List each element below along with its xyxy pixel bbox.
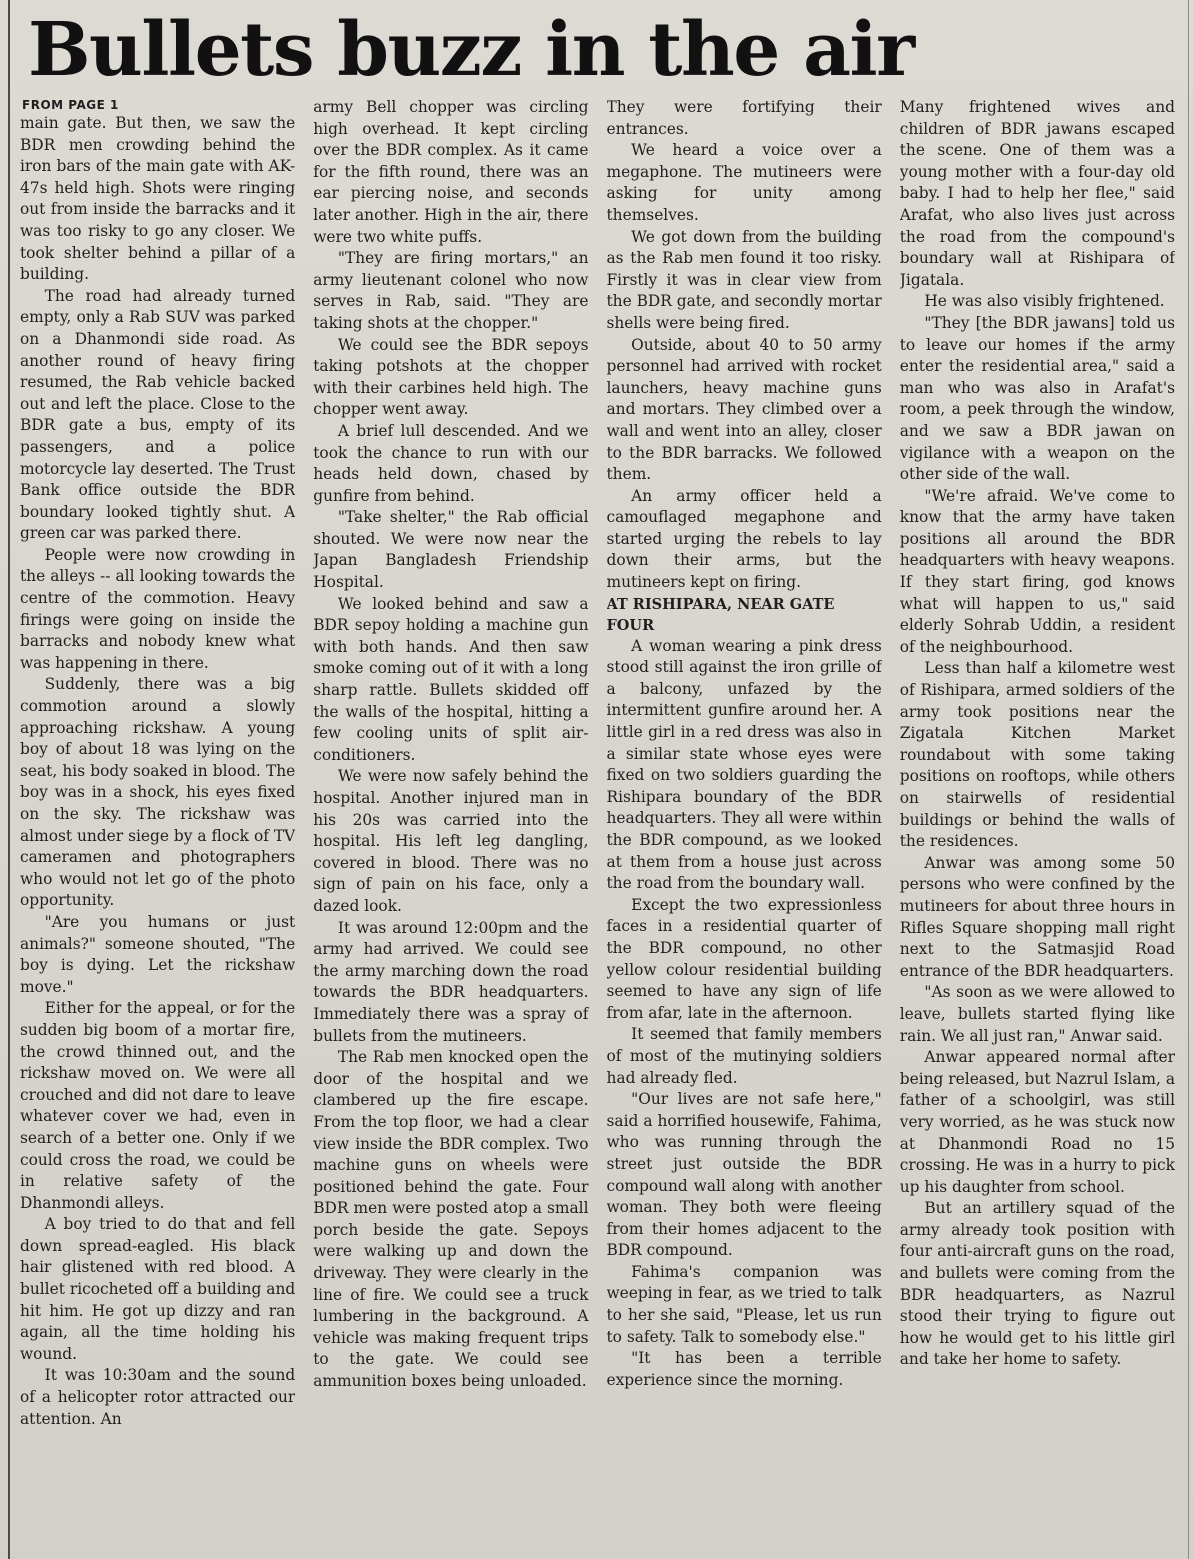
paragraph: It was around 12:00pm and the army had arrived. We could see the army marching down the road towards the BDR headquarters. Immediately there was a spray of bullets from the mutineers. bbox=[313, 918, 589, 1045]
paragraph: We got down from the building as the Rab men found it too risky. Firstly it was in clear view from the BDR gate, and secondly mortar shells were being fired. bbox=[606, 227, 882, 332]
paragraph: He was also visibly frightened. bbox=[924, 292, 1165, 311]
column-3 bbox=[607, 97, 882, 1537]
paragraph: Outside, about 40 to 50 army personnel had arrived with rocket launchers, heavy machine guns and mortars. They climbed over a wall and went into an alley, closer to the BDR barracks. We followed them. bbox=[606, 335, 882, 484]
paragraph: We could see the BDR sepoys taking potshots at the chopper with their carbines held high. The chopper went away. bbox=[313, 335, 589, 419]
paragraph: A boy tried to do that and fell down spread-eagled. His black hair glistened with red blood. A bullet ricocheted off a building and hit him. He got up dizzy and ran again, all the time holding his wound. bbox=[20, 1215, 296, 1363]
column-1 bbox=[20, 97, 295, 1537]
headline: Bullets buzz in the air bbox=[28, 7, 914, 93]
paragraph: Less than half a kilometre west of Rishipara, armed soldiers of the army took positions near the Zigatala Kitchen Market roundabout with some taking positions on rooftops, while others on stairwells of residential buildings or behind the walls of the residences. bbox=[899, 659, 1175, 851]
paragraph: But an artillery squad of the army already took position with four anti-aircraft guns on the road, and bullets were coming from the BDR headquarters, as Nazrul stood their trying to figure out how he would get to his little girl and take her home to safety. bbox=[899, 1199, 1175, 1369]
paragraph: Many frightened wives and children of BDR jawans escaped the scene. One of them was a young mother with a four-day old baby. I had to help her flee," said Arafat, who also lives just across the road from the compound's boundary wall at Rishipara of Jigatala. bbox=[899, 98, 1175, 289]
column-2 bbox=[313, 97, 588, 1537]
paragraph: A brief lull descended. And we took the chance to run with our heads held down, chased by gunfire from behind. bbox=[313, 421, 589, 505]
paragraph: Anwar appeared normal after being released, but Nazrul Islam, a father of a schoolgirl, was still very worried, as he was stuck now at Dhanmondi Road no 15 crossing. He was in a hurry to pick up his daughter from school. bbox=[899, 1048, 1175, 1196]
paragraph: The road had already turned empty, only a Rab SUV was parked on a Dhanmondi side road. As another round of heavy firing resumed, the Rab vehicle backed out and left the place. Close to the BDR gate a bus, empty of its passengers, and a police motorcycle lay deserted. The Trust Bank office outside the BDR boundary looked tightly shut. A green car was parked there. bbox=[20, 286, 296, 543]
paragraph: We heard a voice over a megaphone. The mutineers were asking for unity among themselves. bbox=[606, 141, 882, 224]
paragraph: "They are firing mortars," an army lieutenant colonel who now serves in Rab, said. "They are taking shots at the chopper." bbox=[313, 249, 589, 332]
paragraph: "They [the BDR jawans] told us to leave our homes if the army enter the residential area," said a man who was also in Arafat's room, a peek through the window, and we saw a BDR jawan on vigilance with a weapon on the other side of the wall. bbox=[899, 313, 1175, 484]
paragraph: "Are you humans or just animals?" someone shouted, "The boy is dying. Let the rickshaw move." bbox=[20, 912, 296, 996]
right-column-rule bbox=[1188, 0, 1189, 1559]
paragraph: It was 10:30am and the sound of a helicopter rotor attracted our attention. An bbox=[20, 1366, 296, 1428]
paragraph: "It has been a terrible experience since the morning. bbox=[606, 1349, 882, 1389]
paragraph: They were fortifying their entrances. bbox=[606, 98, 882, 138]
paragraph: A woman wearing a pink dress stood still against the iron grille of a balcony, unfazed by the intermittent gunfire around her. A little girl in a red dress was also in a similar state whose eyes were fixed on two soldiers guarding the Rishipara boundary of the BDR headquarters. They all were within the BDR compound, as we looked at them from a house just across the road from the boundary wall. bbox=[606, 636, 882, 893]
article-columns bbox=[20, 97, 1175, 1537]
paragraph: "As soon as we were allowed to leave, bullets started flying like rain. We all just ran," Anwar said. bbox=[899, 983, 1175, 1045]
paragraph: We were now safely behind the hospital. Another injured man in his 20s was carried into the hospital. His left leg dangling, covered in blood. There was no sign of pain on his face, only a dazed look. bbox=[313, 767, 589, 915]
paragraph: We looked behind and saw a BDR sepoy holding a machine gun with both hands. And then saw smoke coming out of it with a long sharp rattle. Bullets skidded off the walls of the hospital, hitting a few cooling units of split air-conditioners. bbox=[313, 594, 589, 764]
paragraph: Suddenly, there was a big commotion around a slowly approaching rickshaw. A young boy of about 18 was lying on the seat, his body soaked in blood. The boy was in a shock, his eyes fixed on the sky. The rickshaw was almost under siege by a flock of TV cameramen and photographers who would not let go of the photo opportunity. bbox=[20, 675, 296, 910]
left-column-rule bbox=[8, 0, 10, 1559]
paragraph: An army officer held a camouflaged megaphone and started urging the rebels to lay down their arms, but the mutineers kept on firing. bbox=[606, 486, 882, 592]
column-4 bbox=[900, 97, 1175, 1537]
paragraph: The Rab men knocked open the door of the hospital and we clambered up the fire escape. From the top floor, we had a clear view inside the BDR complex. Two machine guns on wheels were positioned behind the gate. Four BDR men were posted atop a small porch beside the gate. Sepoys were walking up and down the driveway. They were clearly in the line of fire. We could see a truck lumbering in the background. A vehicle was making frequent trips to the gate. We could see ammunition boxes being unloaded. bbox=[313, 1048, 589, 1391]
paragraph: Except the two expressionless faces in a residential quarter of the BDR compound, no other yellow colour residential building seemed to have any sign of life from afar, late in the afternoon. bbox=[606, 895, 882, 1022]
paragraph: It seemed that family members of most of the mutinying soldiers had already fled. bbox=[606, 1025, 882, 1087]
paragraph: "We're afraid. We've come to know that the army have taken positions all around the BDR headquarters with heavy weapons. If they start firing, god knows what will happen to us," said elderly Sohrab Uddin, a resident of the neighbourhood. bbox=[899, 486, 1175, 656]
continuation-kicker: FROM PAGE 1 bbox=[22, 98, 119, 112]
paragraph: main gate. But then, we saw the BDR men crowding behind the iron bars of the main gate with AK-47s held high. Shots were ringing out from inside the barracks and it was too risky to go any closer. We took shelter behind a pillar of a building. bbox=[20, 114, 296, 284]
paragraph: People were now crowding in the alleys -- all looking towards the centre of the commotion. Heavy firings were going on inside the barracks and nobody knew what was happening in there. bbox=[20, 545, 296, 672]
paragraph: Either for the appeal, or for the sudden big boom of a mortar fire, the crowd thinned out, and the rickshaw moved on. We were all crouched and did not dare to leave whatever cover we had, even in search of a better one. Only if we could cross the road, we could be in relative safety of the Dhanmondi alleys. bbox=[20, 999, 296, 1212]
paragraph: Fahima's companion was weeping in fear, as we tried to talk to her she said, "Please, let us run to safety. Talk to somebody else." bbox=[606, 1262, 882, 1346]
paragraph: "Our lives are not safe here," said a horrified housewife, Fahima, who was running through the street just outside the BDR compound wall along with another woman. They both were fleeing from their homes adjacent to the BDR compound. bbox=[606, 1090, 882, 1260]
paragraph: Anwar was among some 50 persons who were confined by the mutineers for about three hours in Rifles Square shopping mall right next to the Satmasjid Road entrance of the BDR headquarters. bbox=[899, 853, 1175, 980]
subheading: AT RISHIPARA, NEAR GATE FOUR bbox=[606, 595, 835, 634]
paragraph: "Take shelter," the Rab official shouted. We were now near the Japan Bangladesh Friendship Hospital. bbox=[313, 508, 589, 592]
paragraph: army Bell chopper was circling high overhead. It kept circling over the BDR complex. As it came for the fifth round, there was an ear piercing noise, and seconds later another. High in the air, there were two white puffs. bbox=[313, 98, 589, 246]
